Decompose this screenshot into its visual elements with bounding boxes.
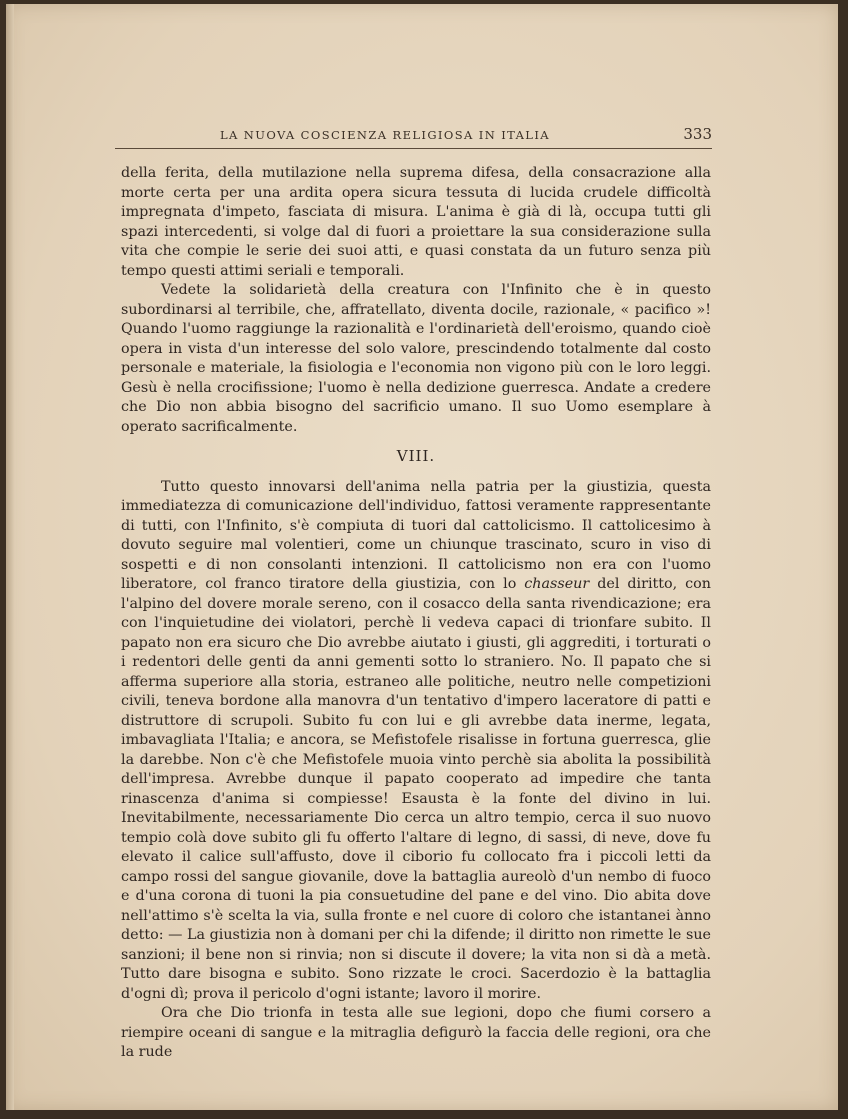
paragraph-3 xyxy=(121,478,711,1005)
running-header-title: LA NUOVA COSCIENZA RELIGIOSA IN ITALIA xyxy=(220,128,550,142)
paragraph-4: Ora che Dio trionfa in testa alle sue legioni, dopo che fiumi corsero a riempire oceani di sangue e la mitraglia defigurò la faccia delle regioni, ora che la rude xyxy=(121,1005,711,1060)
section-heading: VIII. xyxy=(396,447,436,465)
paragraph-3-part-b: del diritto, con l'alpino del dovere morale sereno, con il cosacco della santa rivendicazione; era con l'inquietudine dei violatori, perchè li vedeva capaci di trionfare subito. Il papato non era sicuro che Dio avrebbe aiutato i giusti, gli aggrediti, i torturati o i redentori delle genti da anni gementi sotto lo straniero. No. Il papato che si afferma superiore alla storia, estraneo alle politiche, neutro nelle competizioni civili, teneva bordone alla manovra d'un tentativo d'impero laceratore di patti e distruttore di scrupoli. Subito fu con lui e gli avrebbe data inerme, legata, imbavagliata l'Italia; e ancora, se Mefistofele risalisse in fortuna guerresca, glie la darebbe. Non c'è che Mefistofele muoia vinto perchè sia abolita la possibilità dell'impresa. Avrebbe dunque il papato cooperato ad impedire che tanta rinascenza d'anima si compiesse! Esausta è la fonte del divino in lui. Inevitabilmente, necessariamente Dio cerca un altro tempio, cerca il suo nuovo tempio colà dove subito gli fu offerto l'altare di legno, di sassi, di neve, dove fu elevato il calice sull'affusto, dove il ciborio fu collocato fra i piccoli letti da campo rossi del sangue giovanile, dove la battaglia aureolò d'un nembo di fuoco e d'una corona di tuoni la pia consuetudine del pane e del vino. Dio abita dove nell'attimo s'è scelta la via, sulla fronte e nel cuore di coloro che istantanei ànno detto: — La giustizia non à domani per chi la difende; il diritto non rimette le sue sanzioni; il bene non si rinvia; non si discute il dovere; la vita non si dà a metà. Tutto dare bisogna e subito. Sono rizzate le croci. Sacerdozio è la battaglia d'ogni dì; prova il pericolo d'ogni istante; lavoro il morire. xyxy=(121,576,711,1002)
paragraph-1: della ferita, della mutilazione nella suprema difesa, della consacrazione alla morte certa per una ardita opera sicura tessuta di lucida crudele difficoltà impregnata d'impeto, fasciata di misura. L'anima è già di là, occupa tutti gli spazi intercedenti, si volge dal di fuori a proiettare la sua considerazione sulla vita che compie le serie dei suoi atti, e quasi constata da un futuro senza più tempo questi attimi seriali e temporali. xyxy=(121,165,711,279)
body-text xyxy=(121,164,711,1063)
paragraph-3-italic-word: chasseur xyxy=(524,576,590,592)
book-page xyxy=(6,4,838,1110)
paragraph-3-part-a: Tutto questo innovarsi dell'anima nella patria per la giustizia, questa immediatezza di comunicazione dell'individuo, fattosi veramente rappresentante di tutti, con l'Infinito, s'è compiuta di tuori dal cattolicismo. Il cattolicesimo à dovuto seguire mal volentieri, come un chiunque trascinato, scuro in viso di sospetti e di non consolanti intenzioni. Il cattolicismo non era con l'uomo liberatore, col franco tiratore della giustizia, con lo xyxy=(121,478,711,592)
paragraph-2: Vedete la solidarietà della creatura con l'Infinito che è in questo subordinarsi al terribile, che, affratellato, diventa docile, razionale, « pacifico »! Quando l'uomo raggiunge la razionalità e l'ordinarietà dell'eroismo, quando cioè opera in vista d'un interesse del solo valore, prescindendo totalmente dal costo personale e materiale, la fisiologia e l'economia non vigono più con le loro leggi. Gesù è nella crocifissione; l'uomo è nella dedizione guerresca. Andate a credere che Dio non abbia bisogno del sacrificio umano. Il suo Uomo esemplare à operato sacrificalmente. xyxy=(121,282,711,435)
running-header xyxy=(115,124,712,149)
page-number: 333 xyxy=(683,125,712,143)
page-spine-shadow xyxy=(6,4,14,1110)
